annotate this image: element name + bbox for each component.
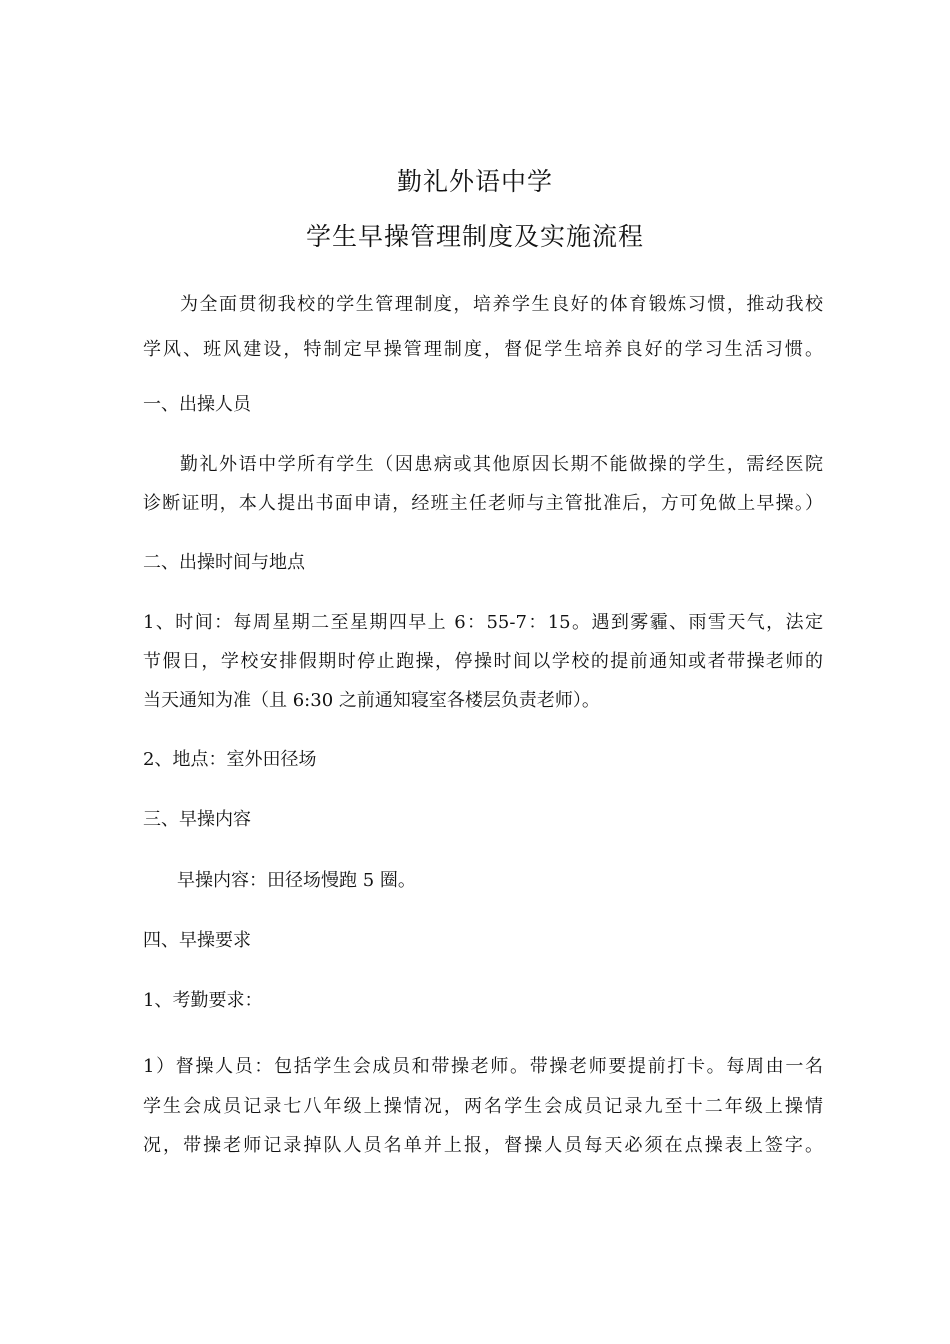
supervisor-line-2: 学生会成员记录七八年级上操情况，两名学生会成员记录九至十二年级上操情 (143, 1096, 823, 1117)
time-line-1: 1、时间：每周星期二至星期四早上 6：55-7：15。遇到雾霾、雨雪天气，法定 (143, 612, 823, 633)
place-line: 2、地点：室外田径场 (143, 749, 317, 770)
supervisor-line-1: 1）督操人员：包括学生会成员和带操老师。带操老师要提前打卡。每周由一名 (143, 1056, 823, 1077)
document-title: 学生早操管理制度及实施流程 (305, 222, 644, 251)
intro-line-1: 为全面贯彻我校的学生管理制度，培养学生良好的体育锻炼习惯，推动我校 (180, 294, 823, 315)
intro-line-2: 学风、班风建设，特制定早操管理制度，督促学生培养良好的学习生活习惯。 (143, 339, 823, 360)
school-title: 勤礼外语中学 (396, 167, 553, 196)
personnel-line-2: 诊断证明，本人提出书面申请，经班主任老师与主管批准后，方可免做上早操。） (143, 493, 823, 514)
section-heading-content: 三、早操内容 (143, 809, 251, 830)
section-heading-time-place: 二、出操时间与地点 (143, 552, 305, 573)
time-line-3: 当天通知为准（且 6:30 之前通知寝室各楼层负责老师）。 (143, 690, 600, 711)
attendance-subheading: 1、考勤要求： (143, 990, 263, 1011)
content-line: 早操内容：田径场慢跑 5 圈。 (177, 870, 416, 891)
personnel-line-1: 勤礼外语中学所有学生（因患病或其他原因长期不能做操的学生，需经医院 (180, 454, 823, 475)
supervisor-line-3: 况，带操老师记录掉队人员名单并上报，督操人员每天必须在点操表上签字。 (143, 1135, 823, 1156)
section-heading-personnel: 一、出操人员 (143, 394, 251, 415)
time-line-2: 节假日，学校安排假期时停止跑操，停操时间以学校的提前通知或者带操老师的 (143, 651, 823, 672)
section-heading-requirements: 四、早操要求 (143, 930, 251, 951)
